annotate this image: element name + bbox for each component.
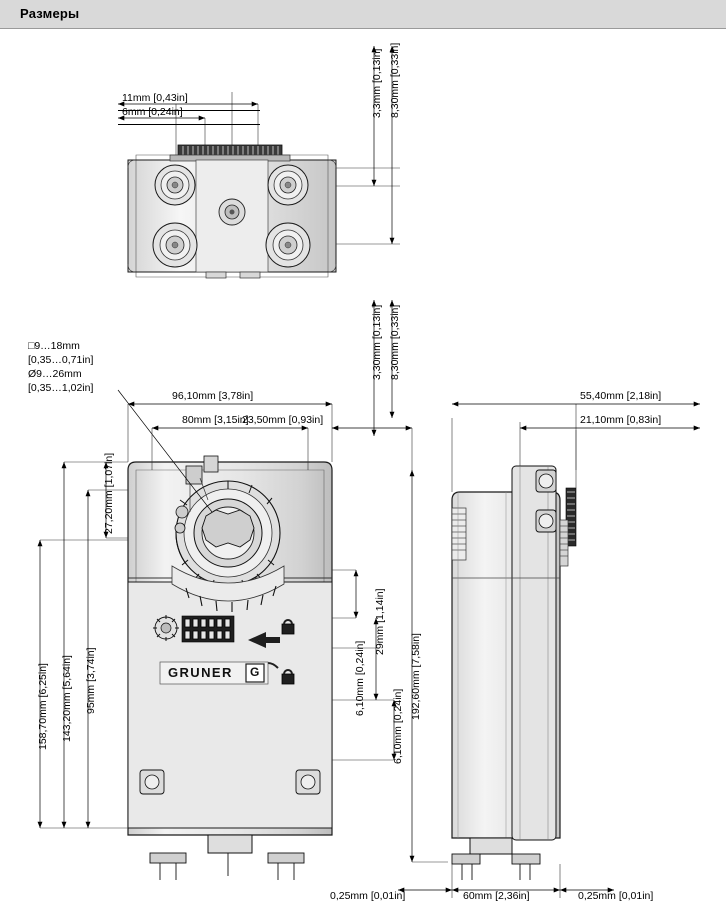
shaft-note-line2: [0,35…0,71in] — [28, 354, 94, 366]
dim-label-60mm: 60mm [2,36in] — [463, 890, 530, 902]
dim-label-143-20mm: 143,20mm [5,64in] — [61, 655, 73, 742]
dim-label-8-30mm-mid: 8,30mm [0,33in] — [389, 304, 401, 380]
underline-6mm — [118, 124, 260, 125]
dim-label-55-40mm: 55,40mm [2,18in] — [580, 390, 662, 402]
dim-label-192-60mm: 192,60mm [7,58in] — [410, 633, 422, 720]
dim-label-23-50mm: 23,50mm [0,93in] — [242, 414, 324, 426]
dim-label-6mm: 6mm [0,24in] — [122, 106, 183, 118]
dim-label-6-10mm-b: 6,10mm [0,24in] — [392, 688, 404, 764]
shaft-note-line4: [0,35…1,02in] — [28, 382, 94, 394]
dim-label-8-30mm-top: 8,30mm [0,33in] — [389, 42, 401, 118]
dim-label-95mm: 95mm [3,74in] — [85, 647, 97, 714]
dim-label-3-3mm: 3,3mm [0,13in] — [371, 48, 383, 118]
dim-label-3-30mm: 3,30mm [0,13in] — [371, 304, 383, 380]
shaft-note-line1: □9…18mm — [28, 340, 80, 352]
brand-label: GRUNER — [168, 665, 233, 680]
front-view-drawing — [40, 390, 448, 880]
dim-label-11mm: 11mm [0,43in] — [122, 92, 188, 104]
dim-label-0-25mm-right: 0,25mm [0,01in] — [578, 890, 654, 902]
dim-label-96-10mm: 96,10mm [3,78in] — [172, 390, 254, 402]
shaft-note-line3: Ø9…26mm — [28, 368, 82, 380]
page-title: Размеры — [20, 6, 80, 21]
dim-label-21-10mm: 21,10mm [0,83in] — [580, 414, 662, 426]
dim-label-158-70mm: 158,70mm [6,25in] — [37, 663, 49, 750]
dim-label-6-10mm-a: 6,10mm [0,24in] — [354, 640, 366, 716]
dim-label-0-25mm-left: 0,25mm [0,01in] — [330, 890, 406, 902]
brand-mark: G — [250, 665, 260, 679]
top-view-drawing — [118, 46, 400, 278]
dim-label-80mm: 80mm [3,15in] — [182, 414, 249, 426]
dim-label-27-20mm: 27,20mm [1,07in] — [103, 452, 115, 534]
dim-label-29mm: 29mm [1,14in] — [374, 588, 386, 655]
side-view-drawing — [452, 404, 700, 880]
